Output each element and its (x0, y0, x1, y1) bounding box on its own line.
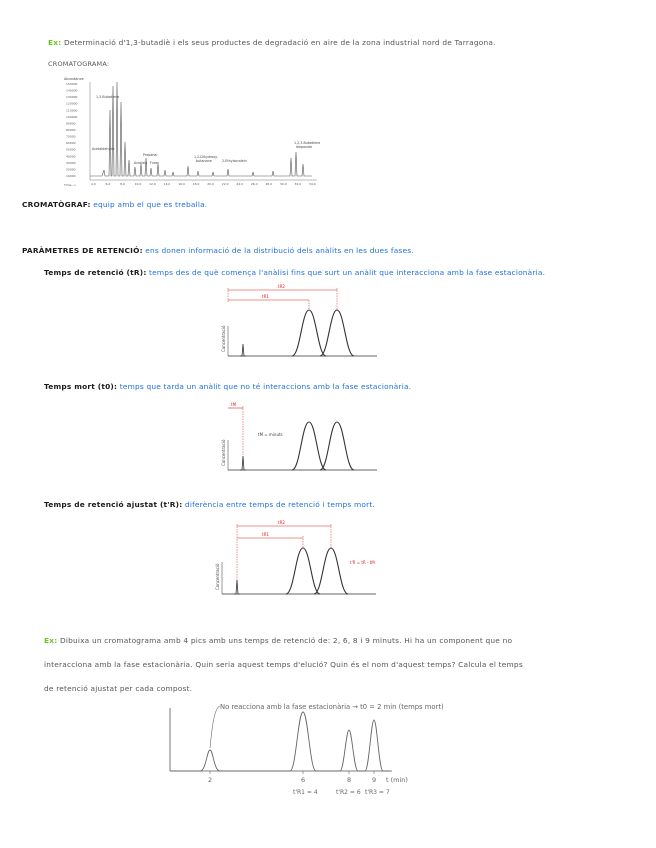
adjusted-retention-diagram (216, 516, 396, 602)
y-axis-title: Abundance (64, 77, 84, 81)
sketch-tick-8: 8 (347, 776, 352, 784)
y-tick-label: 40000 (66, 154, 76, 159)
peak-label-dihydroxy-2: butanone (196, 159, 212, 163)
x-tick-label: 24.0 (236, 182, 244, 186)
peak-label-diepoxide-2: diepoxide (296, 145, 313, 149)
exercise-line-2: interacciona amb la fase estacionària. Quin seria aquest temps d'elució? Quin és el nom d'aquest temps? Calcula el temps (44, 660, 523, 669)
tr2-label-3: tR2 (278, 520, 285, 525)
x-tick-label: 12.0 (149, 182, 156, 186)
answer-2: t'R2 = 6 (336, 789, 361, 796)
intro-line (48, 38, 496, 47)
concentration-label: Concentració (221, 325, 226, 352)
peak-label-dihydroxy: 1,2-Dihydroxy- (194, 155, 219, 159)
tr-def: temps des de què comença l'anàlisi fins que surt un anàlit que interacciona amb la fase estacionària. (149, 268, 546, 277)
y-tick-label: 150000 (66, 82, 78, 86)
tr1-label: tR1 (262, 294, 269, 299)
tr-term: Temps de retenció (tR): (44, 268, 147, 277)
cromatograf-def: equip amb el que es treballa. (93, 200, 208, 209)
y-tick-label: 30000 (66, 160, 76, 165)
y-tick-label: 110000 (66, 108, 78, 113)
peak-label-diepoxide: 1,2,3-Butadiene (294, 141, 321, 145)
tr2-label: tR2 (278, 284, 285, 289)
cromatograf-line (22, 200, 207, 209)
sketch-axis-label: t (min) (386, 776, 408, 784)
x-tick-label: 26.0 (250, 182, 258, 186)
sketch-note: No reacciona amb la fase estacionària → t0 = 2 min (temps mort) (220, 703, 444, 711)
parameters-def: ens donen informació de la distribució dels anàlits en les dues fases. (145, 246, 414, 255)
answer-3: t'R3 = 7 (365, 789, 390, 796)
intro-text: Determinació d'1,3-butadiè i els seus productes de degradació en aire de la zona industrial nord de Tarragona. (63, 38, 496, 47)
x-tick-label: 8.0 (120, 182, 125, 186)
y-tick-label: 70000 (66, 134, 76, 139)
y-tick-label: 20000 (66, 167, 76, 172)
x-tick-label: 34.0 (309, 182, 316, 186)
x-tick-label: 6.0 (105, 182, 111, 186)
y-tick-label: 140000 (66, 88, 78, 93)
x-tick-label: 22.0 (221, 182, 229, 186)
tr-line (44, 268, 545, 277)
x-tick-label: 28.0 (265, 182, 273, 186)
sketch-tick-2: 2 (208, 776, 213, 784)
tr1-label-3: tR1 (262, 532, 269, 537)
peak-label-furan: Furan (150, 161, 160, 165)
y-tick-label: 10000 (66, 174, 76, 178)
concentration-label-2: Concentració (221, 439, 226, 466)
answer-1: t'R1 = 4 (293, 789, 318, 796)
exercise-sketch (160, 698, 480, 806)
x-tick-label: 32.0 (294, 182, 302, 186)
x-tick-label: 14.0 (163, 182, 171, 186)
peak-label-acetaldehyde: Acetaldehyde (92, 147, 115, 151)
sketch-tick-9: 9 (372, 776, 377, 784)
exercise-ex-label: Ex: (44, 636, 58, 645)
x-tick-label: 20.0 (207, 182, 214, 186)
y-tick-label: 60000 (66, 141, 76, 146)
y-tick-label: 80000 (66, 128, 76, 132)
y-tick-label: 50000 (66, 147, 76, 152)
t0-term: Temps mort (t0): (44, 382, 118, 391)
x-tick-label: 4.0 (91, 182, 96, 186)
peak-label-ethylacrolein: 2-Ethylacrolein (222, 159, 247, 163)
t0-def: temps que tarda un anàlit que no té interaccions amb la fase estacionària. (119, 382, 412, 391)
cromatograf-term: CROMATÒGRAF: (22, 200, 91, 209)
adjusted-formula: t'R = tR - tM (350, 560, 375, 565)
trp-term: Temps de retenció ajustat (t'R): (44, 500, 183, 509)
chromatogram-figure (62, 72, 324, 190)
peak-label-propanal: Propanal (143, 153, 158, 157)
t0-line (44, 382, 411, 391)
chromatogram-label: CROMATOGRAMA: (48, 60, 110, 68)
sketch-tick-6: 6 (301, 776, 306, 784)
parameters-term: PARÀMETRES DE RETENCIÓ: (22, 246, 143, 255)
y-tick-label: 120000 (66, 101, 78, 106)
y-tick-label: 100000 (66, 114, 78, 119)
concentration-label-3: Concentració (215, 563, 220, 590)
time-label: Time--> (64, 183, 77, 187)
exercise-text-1: Dibuixa un cromatograma amb 4 pics amb uns temps de retenció de: 2, 6, 8 i 9 minuts. Hi ha un component que no (59, 636, 513, 645)
x-tick-label: 10.0 (134, 182, 142, 186)
exercise-line-1 (44, 636, 512, 645)
tm-note: tM = minuts (258, 432, 283, 437)
x-tick-label: 18.0 (192, 182, 200, 186)
peak-label-acrolein: Acrolein (134, 161, 148, 165)
x-tick-label: 30.0 (279, 182, 287, 186)
parameters-line (22, 246, 414, 255)
ex-label: Ex: (48, 38, 62, 47)
retention-time-diagram (222, 282, 382, 362)
y-tick-label: 130000 (66, 95, 78, 100)
tm-label: tM (231, 402, 237, 407)
x-tick-label: 16.0 (178, 182, 185, 186)
exercise-line-3: de retenció ajustat per cada compost. (44, 684, 193, 693)
y-tick-label: 90000 (66, 121, 76, 126)
trp-def: diferència entre temps de retenció i temps mort. (184, 500, 376, 509)
peak-label-butadiene: 1,3-Butadiene (96, 95, 120, 99)
trp-line (44, 500, 375, 509)
dead-time-diagram (222, 400, 382, 476)
